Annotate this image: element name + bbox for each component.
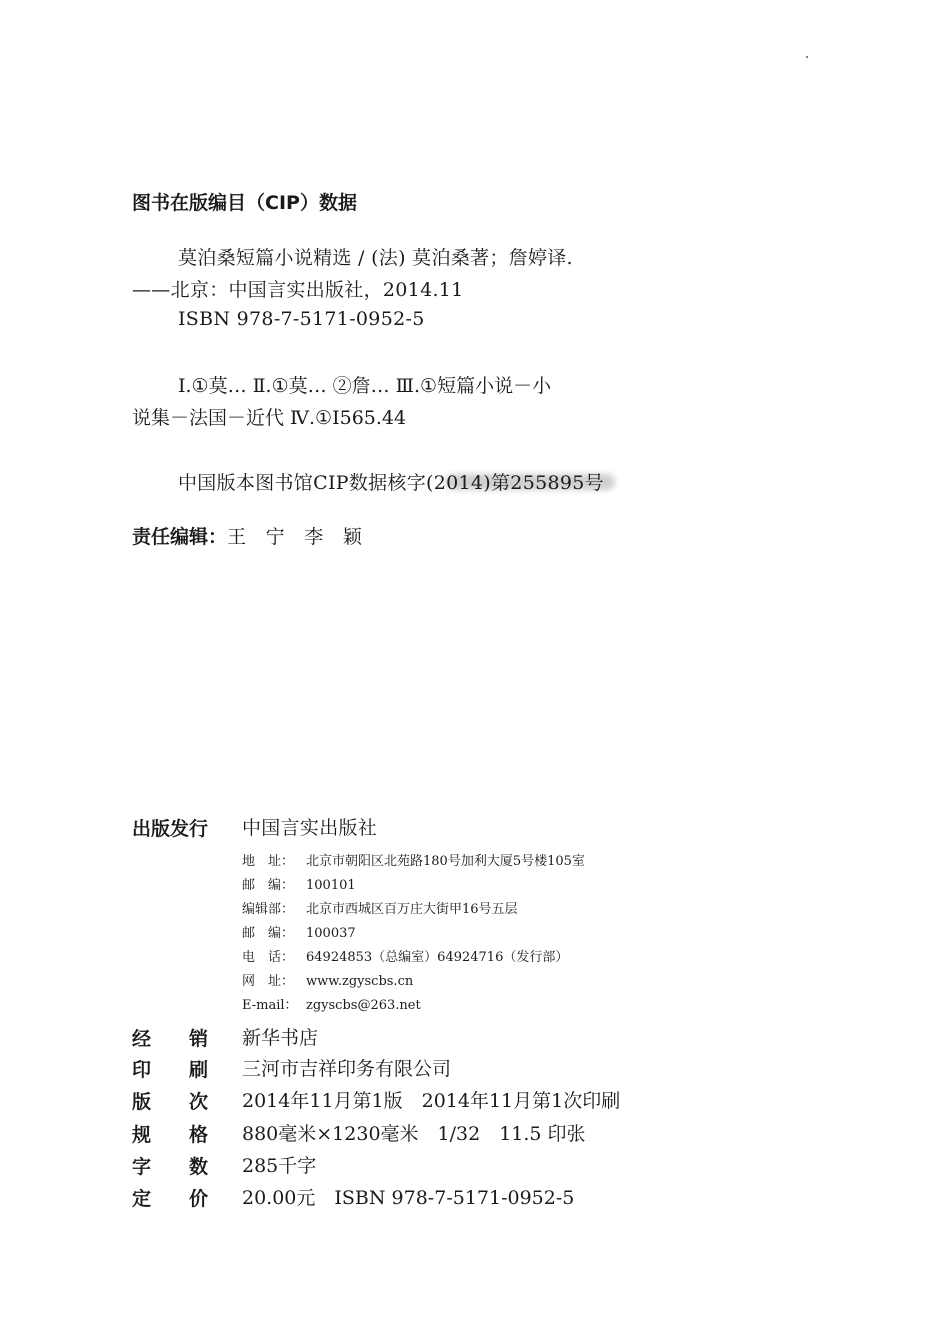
classification-line-2: 说集－法国－近代 Ⅳ.①I565.44: [132, 407, 407, 429]
contact-row: [242, 946, 568, 965]
contact-row: [242, 874, 356, 893]
contact-label: 电 话：: [242, 950, 295, 965]
contact-label: 编辑部：: [242, 902, 295, 917]
responsible-editor: [132, 522, 362, 549]
cip-heading: 图书在版编目（CIP）数据: [132, 192, 357, 214]
editor-names: 王 宁 李 颖: [227, 526, 363, 548]
classification-line-1: Ⅰ.①莫… Ⅱ.①莫… ②詹… Ⅲ.①短篇小说－小: [178, 375, 552, 397]
spec-value: 20.00元 ISBN 978-7-5171-0952-5: [242, 1187, 575, 1209]
contact-value: zgyscbs@263.net: [306, 998, 421, 1013]
spec-label: 印 刷: [132, 1059, 209, 1081]
spec-label: 字 数: [132, 1156, 209, 1178]
contact-label: 邮 编：: [242, 926, 295, 941]
contact-value: 64924853（总编室）64924716（发行部）: [306, 950, 569, 965]
cip-publish-line: ——北京：中国言实出版社，2014.11: [132, 279, 464, 301]
contact-row: [242, 850, 585, 869]
spec-label: 版 次: [132, 1091, 209, 1113]
contact-row: [242, 970, 413, 989]
spec-value: 880毫米×1230毫米 1/32 11.5 印张: [242, 1123, 586, 1145]
contact-value: 北京市朝阳区北苑路180号加利大厦5号楼105室: [306, 854, 585, 869]
contact-label: 邮 编：: [242, 878, 295, 893]
spec-label: 定 价: [132, 1188, 209, 1210]
contact-row: [242, 994, 421, 1013]
contact-label: 网 址：: [242, 974, 295, 989]
spec-label: 规 格: [132, 1124, 209, 1146]
contact-value: 100101: [306, 878, 356, 893]
contact-label: 地 址：: [242, 854, 295, 869]
spec-value: 2014年11月第1版 2014年11月第1次印刷: [242, 1090, 621, 1112]
contact-value: 100037: [306, 926, 356, 941]
contact-row: [242, 898, 518, 917]
contact-value: www.zgyscbs.cn: [306, 974, 414, 989]
spec-label: 经 销: [132, 1028, 209, 1050]
cip-title-line: 莫泊桑短篇小说精选 / (法) 莫泊桑著；詹婷译.: [178, 247, 573, 269]
publisher-label: 出版发行: [132, 818, 209, 840]
editor-label: 责任编辑：: [132, 526, 228, 548]
contact-value: 北京市西城区百万庄大街甲16号五层: [306, 902, 518, 917]
spec-value: 三河市吉祥印务有限公司: [242, 1058, 452, 1080]
scan-speck: [806, 56, 808, 58]
contact-label: E-mail：: [242, 998, 298, 1013]
publisher-name: 中国言实出版社: [242, 817, 378, 839]
spec-value: 新华书店: [242, 1027, 319, 1049]
cip-isbn-line: ISBN 978-7-5171-0952-5: [178, 308, 425, 330]
cip-record-number: 中国版本图书馆CIP数据核字(2014)第255895号: [178, 472, 604, 494]
contact-row: [242, 922, 356, 941]
spec-value: 285千字: [242, 1155, 317, 1177]
